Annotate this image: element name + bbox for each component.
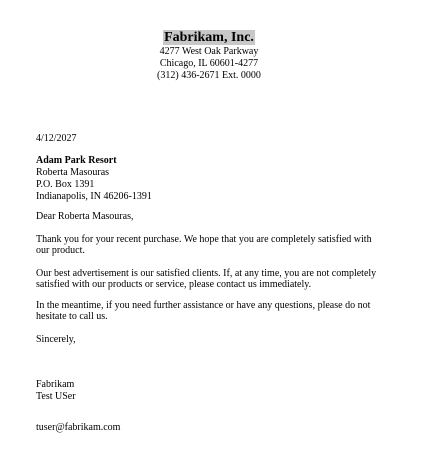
paragraph-3 — [36, 300, 396, 322]
signature-block — [36, 379, 396, 403]
letter-date — [36, 133, 396, 145]
signature-user: Test USer — [36, 391, 76, 402]
company-phone: (312) 436-2671 Ext. 0000 — [157, 70, 261, 81]
salutation-text: Dear Roberta Masouras, — [36, 211, 134, 222]
company-city-state-zip: Chicago, IL 60601-4277 — [159, 58, 259, 69]
paragraph-text: Our best advertisement is our satisfied clients. If, at any time, you are not completely satisfied with our products or service, please contact us immediately. — [36, 268, 377, 290]
company-name: Fabrikam, Inc. — [164, 30, 254, 45]
letterhead — [0, 28, 418, 82]
signature-company: Fabrikam — [36, 379, 75, 390]
closing-text: Sincerely, — [36, 334, 76, 345]
recipient-city-state-zip: Indianapolis, IN 46206-1391 — [36, 191, 152, 202]
paragraph-text: In the meantime, if you need further assistance or have any questions, please do not hesitate to call us. — [36, 300, 371, 322]
recipient-po-box: P.O. Box 1391 — [36, 179, 95, 190]
company-street: 4277 West Oak Parkway — [159, 46, 259, 57]
paragraph-text: Thank you for your recent purchase. We hope that you are completely satisfied with our product. — [36, 234, 372, 256]
recipient-name: Roberta Masouras — [36, 167, 110, 178]
email-line — [36, 422, 396, 434]
salutation — [36, 211, 396, 223]
recipient-address — [36, 155, 396, 203]
paragraph-2 — [36, 268, 396, 290]
closing — [36, 334, 396, 346]
date-text: 4/12/2027 — [36, 133, 77, 144]
email-address: tuser@fabrikam.com — [36, 422, 121, 433]
recipient-company: Adam Park Resort — [36, 155, 117, 166]
paragraph-1 — [36, 234, 396, 256]
